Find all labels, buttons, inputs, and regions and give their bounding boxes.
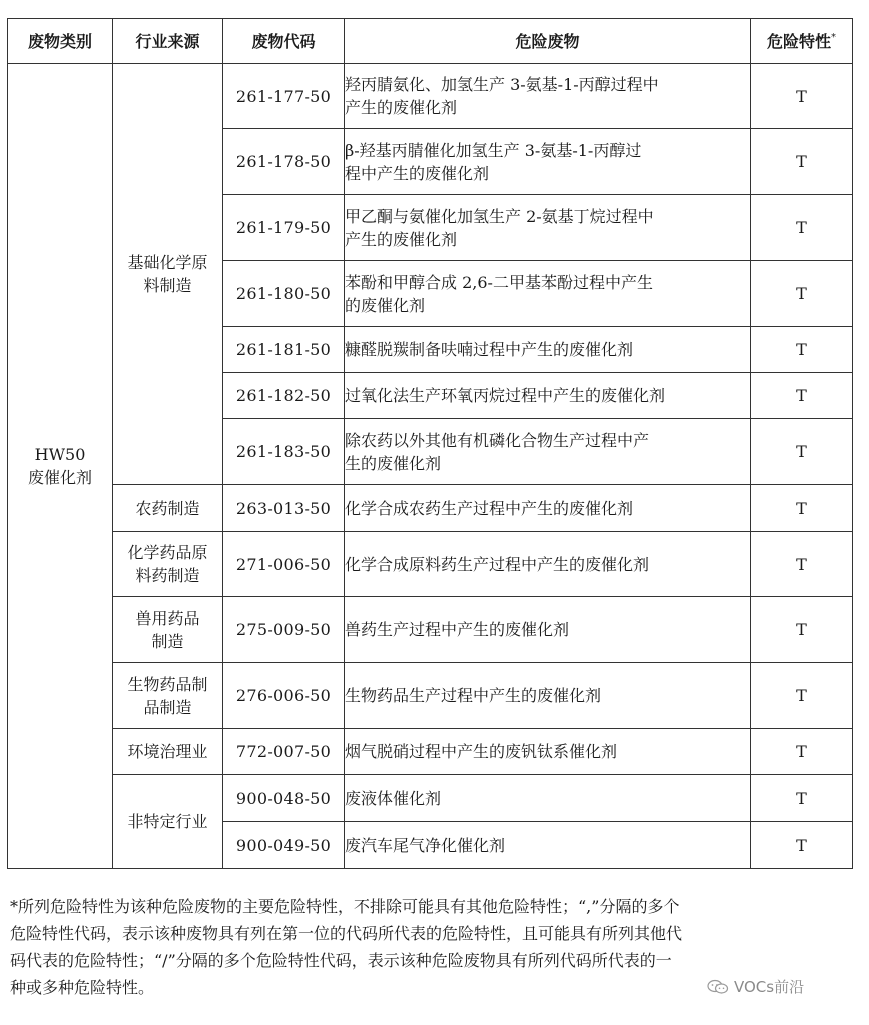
hazard-property: T [751,597,853,663]
header-property-label: 危险特性 [766,31,831,51]
waste-description [345,419,751,485]
waste-code: 261-182-50 [223,373,345,419]
footnote-line: *所列危险特性为该种危险废物的主要危险特性，不排除可能具有其他危险特性；“,”分隔的多个 [10,897,680,916]
waste-code: 276-006-50 [223,663,345,729]
description-line: 废液体催化剂 [345,788,442,808]
waste-code: 261-180-50 [223,261,345,327]
source-line: 基础化学原 [127,253,208,272]
hazardous-waste-table [7,18,853,869]
waste-code: 261-183-50 [223,419,345,485]
hazard-property: T [751,195,853,261]
hazard-property: T [751,129,853,195]
description-line: 羟丙腈氨化、加氢生产 3-氨基-1-丙醇过程中 [345,75,659,94]
source-line: 环境治理业 [127,742,208,761]
description-line: 生物药品生产过程中产生的废催化剂 [345,686,602,705]
waste-description [345,663,751,729]
table-row [8,775,853,822]
waste-description [345,485,751,532]
hazard-property: T [751,64,853,129]
source-cell [113,485,223,532]
waste-code: 900-049-50 [223,822,345,869]
header-property-mark: * [831,31,836,43]
hazard-property: T [751,532,853,597]
table-row [8,485,853,532]
source-line: 生物药品制 [127,674,208,694]
description-line: 产生的废催化剂 [345,229,458,249]
waste-code: 772-007-50 [223,729,345,775]
header-category: 废物类别 [8,19,113,64]
description-line: 烟气脱硝过程中产生的废钒钛系催化剂 [345,742,618,761]
description-line: 废汽车尾气净化催化剂 [345,835,506,855]
waste-description [345,532,751,597]
footnote-line: 种或多种危险特性。 [10,978,155,997]
waste-description [345,64,751,129]
hazard-property: T [751,822,853,869]
source-cell [113,64,223,485]
waste-code: 271-006-50 [223,532,345,597]
description-line: β-羟基丙腈催化加氢生产 3-氨基-1-丙醇过 [345,140,642,160]
source-line: 制造 [151,631,184,651]
description-line: 除农药以外其他有机磷化合物生产过程中产 [345,430,650,450]
waste-description [345,129,751,195]
category-code: HW50 [34,445,86,464]
source-line: 化学药品原 [127,543,208,562]
hazard-property: T [751,775,853,822]
source-line: 料制造 [143,276,192,295]
source-cell [113,663,223,729]
waste-description [345,597,751,663]
table-row [8,729,853,775]
source-line: 兽用药品 [135,608,200,628]
waste-description [345,327,751,373]
source-cell [113,532,223,597]
waste-description [345,195,751,261]
watermark-text: VOCs前沿 [734,978,805,996]
description-line: 苯酚和甲醇合成 2,6-二甲基苯酚过程中产生 [345,272,653,292]
waste-description [345,822,751,869]
footnote-line: 码代表的危险特性；“/”分隔的多个危险特性代码，表示该种危险废物具有所列代码所代表的一 [10,951,672,970]
table-row [8,597,853,663]
source-line: 非特定行业 [127,812,208,831]
description-line: 甲乙酮与氨催化加氢生产 2-氨基丁烷过程中 [345,206,654,226]
source-cell [113,729,223,775]
waste-category-cell [8,64,113,869]
watermark [707,976,804,997]
waste-description [345,373,751,419]
header-source: 行业来源 [113,19,223,64]
hazard-property: T [751,327,853,373]
waste-code: 261-179-50 [223,195,345,261]
description-line: 的废催化剂 [345,295,426,315]
source-line: 农药制造 [135,498,200,518]
description-line: 糠醛脱羰制备呋喃过程中产生的废催化剂 [345,340,634,359]
description-line: 程中产生的废催化剂 [345,163,490,183]
waste-code: 261-177-50 [223,64,345,129]
description-line: 过氧化法生产环氧丙烷过程中产生的废催化剂 [345,386,666,405]
description-line: 兽药生产过程中产生的废催化剂 [345,620,570,639]
header-property [751,19,853,64]
description-line: 产生的废催化剂 [345,98,458,117]
waste-description [345,775,751,822]
hazard-property: T [751,373,853,419]
hazard-property: T [751,485,853,532]
table-row [8,663,853,729]
hazard-property: T [751,729,853,775]
waste-code: 261-181-50 [223,327,345,373]
footnote-line: 危险特性代码，表示该种废物具有列在第一位的代码所代表的危险特性，且可能具有所列其他代 [10,924,683,943]
waste-code: 263-013-50 [223,485,345,532]
category-name: 废催化剂 [27,468,92,487]
description-line: 化学合成农药生产过程中产生的废催化剂 [345,498,634,518]
table-row [8,64,853,129]
source-line: 品制造 [143,697,192,717]
table-row [8,532,853,597]
hazard-property: T [751,261,853,327]
source-cell [113,775,223,869]
waste-code: 900-048-50 [223,775,345,822]
waste-code: 261-178-50 [223,129,345,195]
waste-description [345,729,751,775]
table-header-row [8,19,853,64]
waste-description [345,261,751,327]
source-line: 料药制造 [135,566,200,585]
header-waste: 危险废物 [345,19,751,64]
wechat-bubble-icon [707,979,729,995]
header-code: 废物代码 [223,19,345,64]
source-cell [113,597,223,663]
description-line: 化学合成原料药生产过程中产生的废催化剂 [345,554,650,574]
hazard-property: T [751,663,853,729]
waste-code: 275-009-50 [223,597,345,663]
description-line: 生的废催化剂 [345,453,442,473]
hazard-property: T [751,419,853,485]
